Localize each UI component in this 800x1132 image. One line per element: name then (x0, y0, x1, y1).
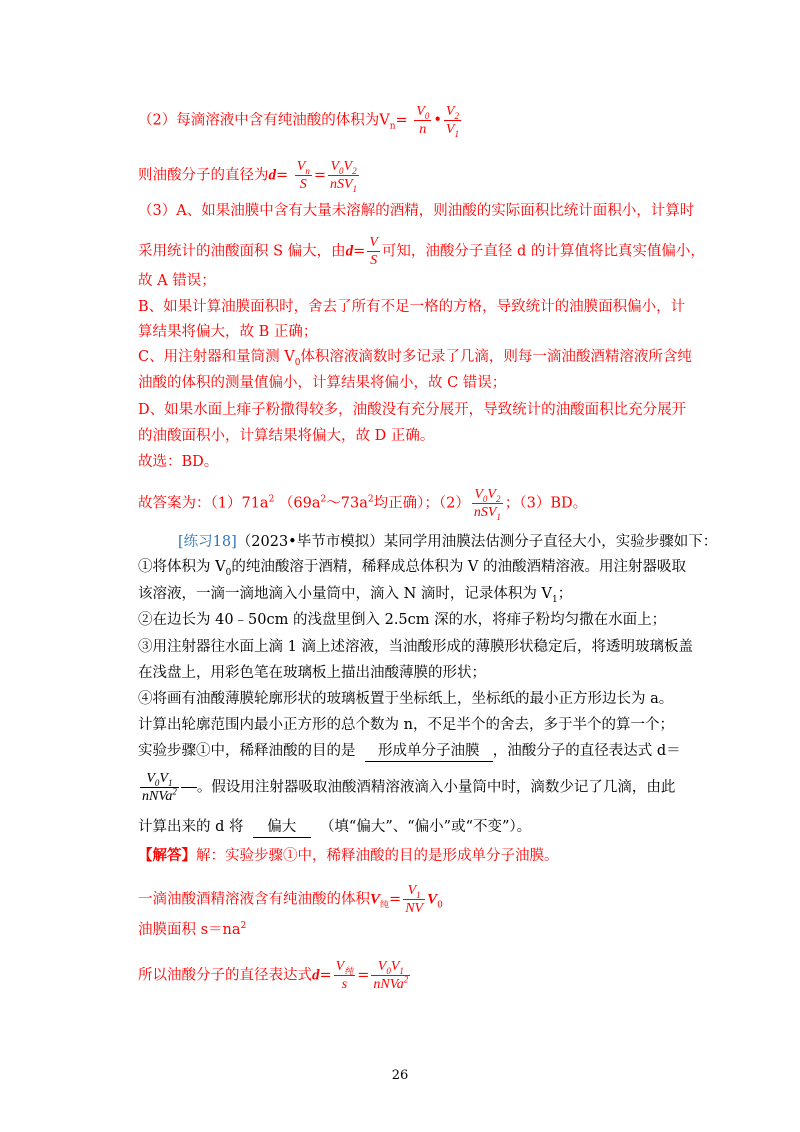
option-c-line1 (138, 347, 690, 367)
sub-0: 0 (437, 900, 443, 911)
solution-line4 (138, 958, 690, 993)
part3-line1: （3）A、如果油膜中含有大量未溶解的酒精，则油酸的实际面积比统计面积小，计算时 (138, 203, 695, 219)
solution-line4-text: 所以油酸分子的直径表达式 (138, 967, 312, 984)
answer-blank-2: 偏大 (253, 817, 311, 838)
diameter-text: 则油酸分子的直径为 (138, 167, 269, 184)
question-line2 (138, 770, 690, 805)
symbol-d: d (268, 167, 276, 184)
sup-2: 2 (367, 494, 374, 505)
option-c-post: 体积溶液滴数时多记录了几滴，则每一滴油酸酒精溶液所含纯 (300, 349, 692, 365)
step3-line1: ③用注射器往水面上滴 1 滴上述溶液，当油酸形成的薄膜形状稳定后，将透明玻璃板盖 (138, 639, 693, 655)
answer-line (138, 486, 690, 521)
option-d-line1: D、如果水面上痱子粉撒得较多，油酸没有充分展开，导致统计的油酸面积比充分展开 (138, 402, 687, 418)
part3-line3: 故 A 错误； (138, 273, 216, 289)
fraction-v2-over-v1: $\frac{V_2}{V_1}$ (445, 104, 459, 139)
option-c-line2: 油酸的体积的测量值偏小，计算结果将偏小，故 C 错误； (138, 375, 507, 391)
step1-line1 (138, 557, 690, 577)
equals: = (313, 167, 326, 184)
answer-mid1: （69a (278, 495, 321, 512)
equals: = (395, 112, 408, 129)
symbol-d: d (312, 967, 320, 984)
blank-underline (181, 787, 197, 788)
part2-line (138, 103, 690, 138)
question2-post: 。假设用注射器吸取油酸酒精溶液滴入小量筒中时，滴数少记了几滴，由此 (196, 779, 676, 796)
fraction-vpure-over-s: $\frac{V_纯}{s}$ (335, 959, 354, 992)
equals: = (319, 967, 332, 984)
sup-2: 2 (320, 494, 327, 505)
sub-0: 0 (294, 357, 301, 368)
exercise-tag: [练习18] (178, 534, 237, 550)
answer-post: ；（3）BD。 (504, 495, 588, 512)
answer-mid2: ～73a (326, 495, 368, 512)
question-line3 (138, 817, 690, 838)
dot-operator: • (433, 112, 442, 129)
question1-pre: 实验步骤①中，稀释油酸的目的是 (138, 743, 356, 759)
option-b-line1: B、如果计算油膜面积时，舍去了所有不足一格的方格，导致统计的油膜面积偏小，计 (138, 299, 686, 315)
choose-line: 故选：BD。 (138, 454, 219, 470)
question3-pre: 计算出来的 d 将 (138, 819, 244, 835)
solution-line1-text: 解：实验步骤①中，稀释油酸的目的是形成单分子油膜。 (196, 848, 559, 864)
solution-line3 (138, 920, 690, 940)
sub-n: n (389, 121, 396, 132)
fraction-v-over-s: $\frac{V}{S}$ (369, 235, 378, 268)
fraction-answer: $\frac{V_0V_2}{nSV_1}$ (473, 487, 501, 522)
exercise-heading (178, 532, 718, 552)
fraction-v0-over-n: $\frac{V_0}{n}$ (416, 104, 430, 137)
answer-blank-1: 形成单分子油膜 (365, 741, 493, 762)
exercise-head: （2023•毕节市模拟）某同学用油膜法估测分子直径大小，实验步骤如下： (236, 534, 718, 550)
option-b-line2: 算结果将偏大，故 B 正确； (138, 324, 318, 340)
symbol-d: d (345, 243, 354, 260)
solution-tag: 【解答】 (138, 847, 196, 864)
sub-pure: 纯 (380, 900, 390, 911)
symbol-v: V (370, 891, 381, 908)
step1-post: 的纯油酸溶于酒精，稀释成总体积为 V 的油酸酒精溶液。用注射器吸取 (231, 559, 687, 575)
step3-line2: 在浅盘上，用彩色笔在玻璃板上描出油酸薄膜的形状； (138, 665, 486, 681)
step1b-post: ； (557, 586, 573, 602)
symbol-v0: V (427, 891, 438, 908)
step1b-pre: 该溶液，一滴一滴地滴入小量筒中，滴入 N 滴时，记录体积为 V (138, 586, 552, 602)
part3-line2-pre: 采用统计的油酸面积 S 偏大，由 (138, 243, 346, 260)
solution-line3-text: 油膜面积 s＝na (138, 922, 241, 938)
sub-0: 0 (225, 567, 232, 578)
fraction-v1-over-nv: $\frac{V_1}{NV}$ (405, 883, 424, 916)
equals: = (389, 891, 402, 908)
page-number: 26 (391, 1068, 409, 1083)
answer-mid3: 均正确）；（2） (373, 495, 470, 512)
equals: = (276, 167, 289, 184)
step5: 计算出轮廓范围内最小正方形的总个数为 n，不足半个的舍去，多于半个的算一个； (138, 717, 674, 733)
equals: = (353, 243, 366, 260)
part2-text: （2）每滴溶液中含有纯油酸的体积为V (138, 112, 390, 129)
fraction-exercise-answer: $\frac{V_0V_1}{nNVa^2}$ (142, 771, 177, 804)
part3-line2 (138, 234, 705, 269)
solution-line2 (138, 882, 690, 917)
sup-2: 2 (268, 494, 275, 505)
solution-line1 (138, 846, 690, 866)
step1-pre: ①将体积为 V (138, 559, 226, 575)
fraction-final: $\frac{V_0V_1}{nNVa^2}$ (373, 959, 409, 992)
solution-line2-text: 一滴油酸酒精溶液含有纯油酸的体积 (138, 891, 370, 908)
fraction-vn-over-s: $\frac{V_n}{S}$ (296, 159, 310, 192)
diameter-line (138, 158, 690, 193)
answer-pre: 故答案为：（1）71a (138, 495, 269, 512)
option-d-line2: 的油酸面积小，计算结果将偏大，故 D 正确。 (138, 428, 435, 444)
step1-line2 (138, 584, 690, 604)
question1-post: ，油酸分子的直径表达式 d＝ (492, 743, 681, 759)
equals: = (357, 967, 370, 984)
question3-post: （填“偏大”、“偏小”或“不变”）。 (319, 819, 532, 835)
option-c-pre: C、用注射器和量筒测 V (138, 349, 295, 365)
step2: ②在边长为 40﹣50cm 的浅盘里倒入 2.5cm 深的水，将痱子粉均匀撒在水面上； (138, 612, 667, 628)
question-line1 (138, 741, 690, 762)
sup-2: 2 (240, 921, 247, 932)
part3-line2-post: 可知，油酸分子直径 d 的计算值将比真实值偏小， (381, 243, 705, 260)
sub-1: 1 (551, 594, 558, 605)
step4: ④将画有油酸薄膜轮廓形状的玻璃板置于坐标纸上，坐标纸的最小正方形边长为 a。 (138, 691, 674, 707)
fraction-v0v2-over-nsv1: $\frac{V_0V_2}{nSV_1}$ (329, 159, 358, 194)
